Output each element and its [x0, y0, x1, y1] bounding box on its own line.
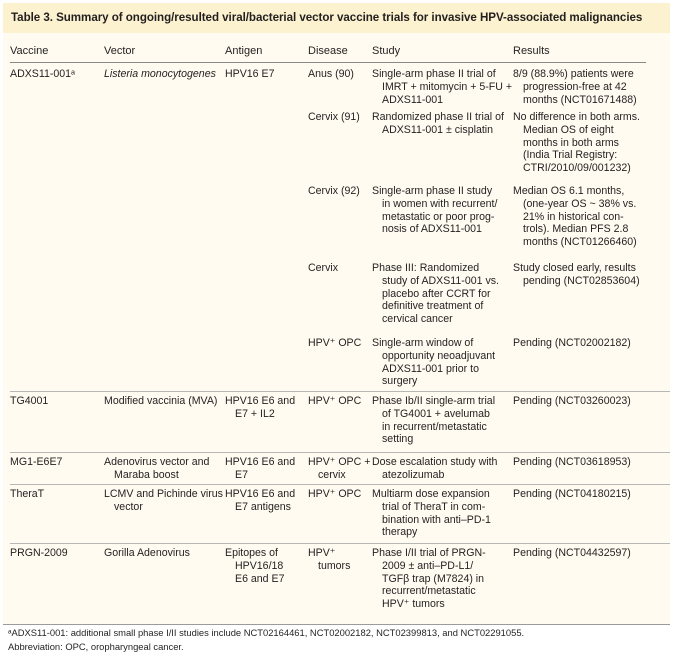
table-footnotes [3, 626, 670, 653]
cell-study-line: ADXS11-001 [382, 93, 444, 106]
cell-study [372, 488, 491, 539]
cell-vaccine [10, 456, 62, 469]
cell-disease [308, 488, 361, 501]
cell-disease [308, 395, 361, 408]
cell-results-line: months (NCT01671488) [523, 93, 637, 106]
cell-results-line: Pending (NCT03618953) [513, 456, 631, 468]
cell-results-line: No difference in both arms. [513, 111, 640, 123]
cell-disease-line: Cervix (91) [308, 111, 360, 123]
cell-results-line: Pending (NCT02002182) [513, 337, 631, 349]
cell-study [372, 111, 504, 137]
cell-study-line: setting [382, 433, 414, 446]
cell-results-line: (India Trial Registry: [523, 149, 618, 162]
cell-results [513, 488, 631, 501]
cell-disease-line: cervix [318, 468, 346, 481]
row-separator [10, 452, 670, 453]
cell-study-line: Multiarm dose expansion [372, 488, 490, 500]
cell-results-line: 21% in historical con- [523, 210, 624, 223]
cell-disease-line: Anus (90) [308, 68, 354, 80]
table-title: Table 3. Summary of ongoing/resulted viral/bacterial vector vaccine trials for invasive HPV-associated malignancies [3, 3, 670, 33]
cell-antigen [225, 456, 295, 482]
cell-results [513, 68, 637, 106]
cell-study-line: Dose escalation study with [372, 456, 498, 468]
column-header-vaccine: Vaccine [10, 45, 49, 57]
cell-vaccine [10, 395, 48, 408]
column-header-study: Study [372, 45, 401, 57]
cell-disease-line: HPV⁺ OPC [308, 337, 362, 349]
cell-antigen-line: HPV16 E6 and [225, 395, 296, 407]
cell-antigen-line: HPV16 E6 and [225, 456, 296, 468]
cell-antigen-line: HPV16 E7 [225, 68, 275, 80]
cell-antigen [225, 68, 274, 81]
cell-results [513, 262, 640, 288]
cell-disease [308, 337, 361, 350]
cell-antigen-line: E7 + IL2 [235, 407, 275, 420]
cell-disease [308, 456, 370, 482]
cell-study-line: nosis of ADXS11-001 [382, 223, 482, 236]
cell-study-line: study of ADXS11-001 vs. [382, 274, 499, 287]
cell-vector [104, 547, 190, 560]
cell-study-line: in recurrent/metastatic [382, 420, 487, 433]
cell-disease [308, 68, 354, 81]
row-separator [10, 391, 670, 392]
column-header-disease: Disease [308, 45, 348, 57]
table-body [3, 33, 670, 625]
cell-study [372, 68, 512, 106]
cell-results-line: Median OS of eight [523, 123, 614, 136]
cell-vector-line: Adenovirus vector and [104, 456, 210, 468]
cell-disease [308, 185, 360, 198]
cell-vaccine-line: PRGN-2009 [10, 547, 68, 559]
cell-study-line: bination with anti–PD-1 [382, 513, 491, 526]
cell-vector-line: vector [114, 500, 143, 513]
cell-study [372, 395, 495, 446]
cell-results [513, 111, 640, 175]
cell-antigen [225, 547, 284, 585]
cell-study-line: surgery [382, 375, 418, 388]
cell-study-line: IMRT + mitomycin + 5-FU + [382, 80, 513, 93]
cell-study-line: opportunity neoadjuvant [382, 349, 496, 362]
cell-study-line: atezolizumab [382, 468, 445, 481]
cell-vaccine [10, 68, 75, 81]
cell-vector-line: Listeria monocytogenes [104, 68, 216, 80]
cell-antigen-line: E7 antigens [235, 500, 291, 513]
cell-results-line: months (NCT01266460) [523, 236, 637, 249]
cell-antigen-line: E7 [235, 468, 248, 481]
cell-results [513, 395, 631, 408]
cell-results-line: Study closed early, results [513, 262, 636, 274]
column-header-vector: Vector [104, 45, 136, 57]
cell-antigen [225, 488, 295, 514]
cell-study-line: of TG4001 + avelumab [382, 407, 490, 420]
cell-vaccine [10, 547, 68, 560]
cell-vaccine-line: TG4001 [10, 395, 49, 407]
cell-study-line: therapy [382, 526, 418, 539]
cell-study-line: Single-arm window of [372, 337, 474, 349]
cell-results [513, 337, 631, 350]
cell-study-line: definitive treatment of [382, 300, 484, 313]
cell-results-line: Pending (NCT04432597) [513, 547, 631, 559]
cell-disease-line: Cervix [308, 262, 339, 274]
cell-disease [308, 262, 338, 275]
cell-results-line: progression-free at 42 [523, 80, 627, 93]
cell-vaccine-line: TheraT [10, 488, 45, 500]
cell-disease-line: HPV⁺ OPC [308, 488, 362, 500]
cell-vector-line: LCMV and Pichinde virus [104, 488, 223, 500]
cell-study [372, 185, 497, 236]
cell-study-line: metastatic or poor prog- [382, 210, 495, 223]
cell-study-line: recurrent/metastatic [382, 585, 476, 598]
cell-study [372, 547, 486, 611]
cell-study-line: Single-arm phase II study [372, 185, 493, 197]
cell-disease [308, 547, 350, 573]
cell-results-line: Pending (NCT03260023) [513, 395, 631, 407]
cell-study-line: HPV⁺ tumors [382, 598, 445, 611]
cell-study-line: Randomized phase II trial of [372, 111, 504, 123]
cell-study-line: Single-arm phase II trial of [372, 68, 496, 80]
cell-vector [104, 395, 217, 408]
column-header-results: Results [513, 45, 550, 57]
cell-results-line: Pending (NCT04180215) [513, 488, 631, 500]
column-header-antigen: Antigen [225, 45, 263, 57]
cell-study-line: 2009 ± anti–PD-L1/ [382, 559, 474, 572]
cell-disease-line: HPV⁺ OPC [308, 395, 362, 407]
cell-results [513, 456, 631, 469]
cell-antigen-line: Epitopes of [225, 547, 279, 559]
cell-vector [104, 488, 223, 514]
cell-study-line: trial of TheraT in com- [382, 500, 486, 513]
cell-disease-line: Cervix (92) [308, 185, 360, 197]
cell-vector [104, 456, 209, 482]
cell-vector-line: Modified vaccinia (MVA) [104, 395, 218, 407]
header-rule [10, 62, 646, 63]
footnote-adxs: ᵃADXS11-001: additional small phase I/II studies include NCT02164461, NCT02002182, NCT02399813, and NCT02291055. [8, 627, 525, 638]
cell-study-line: ADXS11-001 ± cisplatin [382, 123, 494, 136]
cell-results-line: CTRI/2010/09/001232) [523, 162, 631, 175]
cell-vaccine-line: MG1-E6E7 [10, 456, 63, 468]
cell-study-line: TGFβ trap (M7824) in [382, 572, 485, 585]
cell-vector [104, 68, 216, 81]
cell-results [513, 547, 631, 560]
cell-study [372, 337, 495, 388]
cell-study [372, 262, 499, 326]
cell-disease-line: tumors [318, 559, 351, 572]
cell-study-line: Phase III: Randomized [372, 262, 480, 274]
cell-vaccine-line: ADXS11-001ᵃ [10, 68, 75, 80]
cell-results-line: pending (NCT02853604) [523, 274, 640, 287]
cell-vector-line: Maraba boost [114, 468, 179, 481]
cell-results-line: 8/9 (88.9%) patients were [513, 68, 634, 80]
cell-results-line: Median OS 6.1 months, [513, 185, 625, 197]
cell-study-line: placebo after CCRT for [382, 287, 491, 300]
cell-disease-line: HPV⁺ OPC + [308, 456, 371, 468]
cell-disease [308, 111, 360, 124]
cell-vaccine [10, 488, 44, 501]
row-separator [10, 484, 670, 485]
cell-study-line: Phase Ib/II single-arm trial [372, 395, 496, 407]
cell-study-line: Phase I/II trial of PRGN- [372, 547, 486, 559]
cell-antigen-line: E6 and E7 [235, 572, 285, 585]
cell-antigen-line: HPV16/18 [235, 559, 284, 572]
cell-study [372, 456, 497, 482]
cell-antigen-line: HPV16 E6 and [225, 488, 296, 500]
cell-study-line: ADXS11-001 prior to [382, 362, 479, 375]
cell-study-line: in women with recurrent/ [382, 197, 498, 210]
cell-results-line: (one-year OS ~ 38% vs. [523, 197, 637, 210]
footnote-abbreviation: Abbreviation: OPC, oropharyngeal cancer. [8, 640, 184, 652]
cell-antigen [225, 395, 295, 421]
cell-results-line: months in both arms [523, 136, 619, 149]
cell-results [513, 185, 637, 249]
row-separator [10, 543, 670, 544]
cell-disease-line: HPV⁺ [308, 547, 336, 559]
cell-results-line: trols). Median PFS 2.8 [523, 223, 629, 236]
cell-vector-line: Gorilla Adenovirus [104, 547, 190, 559]
cell-study-line: cervical cancer [382, 313, 453, 326]
